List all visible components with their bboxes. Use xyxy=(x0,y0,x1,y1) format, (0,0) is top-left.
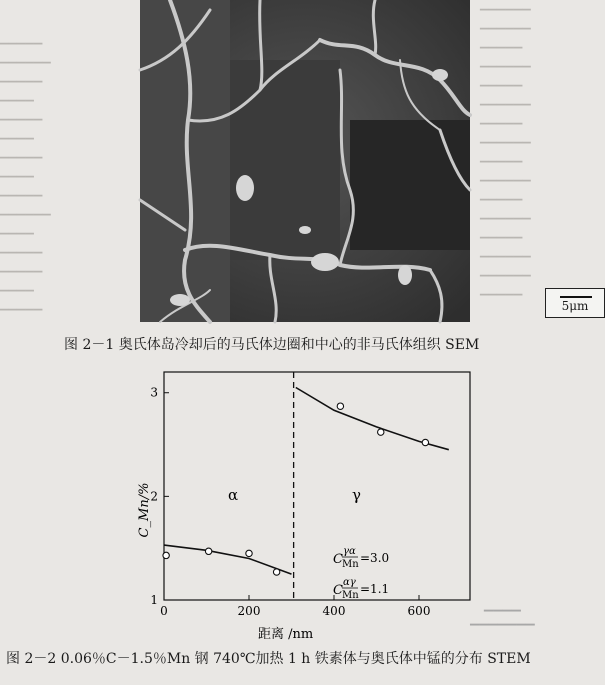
data-point-gamma-2 xyxy=(422,439,428,445)
annotation-2-value: =1.1 xyxy=(360,582,390,596)
annotation-2-sup: αγ xyxy=(343,577,356,588)
scale-bar xyxy=(545,288,605,318)
data-point-gamma-1 xyxy=(378,429,384,435)
x-axis-label: 距离 /nm xyxy=(258,627,314,642)
y-tick-label-0: 1 xyxy=(150,593,158,607)
fit-curves xyxy=(164,388,449,575)
annotation-1-symbol: C xyxy=(333,552,343,567)
phase-label-alpha: α xyxy=(228,486,239,504)
y-tick-label-2: 3 xyxy=(150,385,158,400)
fit-curve-alpha xyxy=(164,545,292,574)
data-point-alpha-2 xyxy=(246,550,252,556)
x-tick-label-2: 400 xyxy=(322,604,346,618)
bleed-through-text-left: ▔▔▔▔▔ ▔▔▔▔▔▔ ▔▔▔▔▔ ▔▔▔▔ ▔▔▔▔▔ ▔▔▔▔ ▔▔▔▔▔ ▔▔▔▔ ▔▔▔▔▔ ▔▔▔▔▔▔ ▔▔▔▔ ▔▔▔▔▔ ▔▔▔▔▔ ▔▔▔▔ ▔▔▔▔▔ xyxy=(0,43,51,322)
sem-micrograph xyxy=(140,0,589,322)
data-point-alpha-3 xyxy=(273,569,279,575)
data-point-alpha-0 xyxy=(163,552,169,558)
annotation-gamma-alpha xyxy=(333,546,389,570)
phase-label-gamma: γ xyxy=(352,486,361,504)
y-axis-label: C_Mn/% xyxy=(137,482,152,538)
data-point-gamma-0 xyxy=(337,403,343,409)
annotation-1-value: =3.0 xyxy=(360,551,390,565)
y-tick-label-1: 2 xyxy=(150,489,158,504)
background-watermark-stamp: ▔▔▔▔ ▔▔▔▔▔▔▔ xyxy=(470,610,535,638)
annotation-alpha-gamma xyxy=(333,577,389,601)
annotation-2-symbol: C xyxy=(333,583,343,598)
x-tick-label-3: 600 xyxy=(407,604,431,618)
x-tick-label-1: 200 xyxy=(237,604,261,618)
annotation-2-sub: Mn xyxy=(342,590,359,601)
annotation-1-sub: Mn xyxy=(342,559,359,570)
manganese-distribution-chart xyxy=(0,360,600,645)
axis-ticks xyxy=(164,393,419,600)
figure-1-caption: 图 2－1 奥氏体岛冷却后的马氏体边圈和中心的非马氏体组织 SEM xyxy=(64,337,480,353)
figure-2-caption: 图 2－2 0.06％C－1.5％Mn 钢 740℃加热 1 h 铁素体与奥氏体中锰的分布 STEM xyxy=(6,651,531,667)
scale-bar-line xyxy=(560,296,592,298)
x-tick-labels xyxy=(160,604,430,618)
data-point-alpha-1 xyxy=(205,548,211,554)
plot-frame xyxy=(164,372,470,600)
bleed-through-text-right: ▔▔▔▔▔▔ ▔▔▔▔▔▔ ▔▔▔▔▔ ▔▔▔▔▔▔ ▔▔▔▔▔ ▔▔▔▔▔▔ ▔▔▔▔▔ ▔▔▔▔▔▔ ▔▔▔▔▔ ▔▔▔▔▔▔ ▔▔▔▔▔ ▔▔▔▔▔▔ ▔▔▔▔▔ ▔▔▔▔▔▔ ▔▔▔▔▔▔ ▔▔▔▔▔ xyxy=(480,9,531,307)
annotation-1-sup: γα xyxy=(343,546,356,557)
x-tick-label-0: 0 xyxy=(160,604,168,618)
micrograph-image xyxy=(140,0,470,322)
scale-bar-label: 5μm xyxy=(561,299,589,313)
